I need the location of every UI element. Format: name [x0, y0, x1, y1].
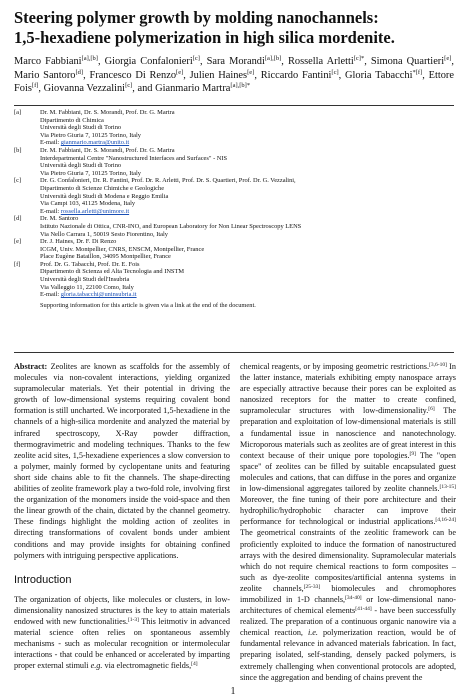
intro-text: The "open space" of zeolites can be filled by suitable encapsulated guest molecules and cations, that can diffuse in the pores and organize in low-dimensional aggregates tailored by zeolite channels. — [240, 450, 457, 494]
citation: [9] — [409, 450, 416, 457]
affiliation-tag: [b] — [14, 146, 22, 154]
author-name: Ettore Fois — [14, 69, 454, 95]
affiliation-email-line — [40, 208, 296, 216]
author-affiliation-mark: [c] — [192, 55, 200, 62]
intro-text: or low-dimensional nano-architectures of chemical elements — [240, 594, 456, 616]
affiliation-line: Via Nello Carrara 1, 50019 Sesto Fiorentino, Italy — [40, 230, 168, 238]
citation: [13-15] — [439, 484, 456, 491]
introduction-paragraph-left — [14, 594, 230, 672]
citation: [6] — [428, 406, 435, 413]
citation: [41-44] — [355, 606, 372, 613]
email-link[interactable]: gloria.tabacchi@uninsubria.it — [60, 291, 137, 299]
intro-text: chemical reagents, or by imposing geometric restrictions. — [240, 362, 430, 371]
author-separator: , — [281, 56, 288, 67]
author-separator: , — [451, 56, 454, 67]
affiliation-line: Prof. Dr. G. Tabacchi, Prof. Dr. E. Fois — [40, 260, 140, 268]
affiliation-line: Dipartimento di Chimica — [40, 116, 104, 124]
author-separator: , — [97, 56, 105, 67]
affiliation-tag: [a] — [14, 109, 22, 116]
author-affiliation-mark: [f] — [31, 82, 39, 90]
intro-text-2: This leitmotiv in advanced material science often relies on spontaneous assembly mechanisms - such as molecular recognition or intermolecular interactions - that could be enhanced or accelerated by imparting proper external stimuli — [14, 616, 230, 671]
abstract-paragraph — [14, 361, 230, 561]
intro-text: biomolecules and chromophores immobilized in 1-D channels, — [240, 583, 456, 604]
introduction-heading: Introduction — [14, 573, 72, 586]
citation: [4,16-24] — [435, 517, 456, 524]
citation: [1-3] — [127, 616, 139, 623]
author-separator: , — [183, 69, 190, 81]
intro-text: - have been successfully realized. The preparation of a continuous organic nanowire via a chemical reaction, — [240, 606, 457, 638]
affiliation-block — [14, 109, 454, 309]
affiliation-tag: [f] — [14, 260, 21, 268]
article-title — [14, 8, 454, 48]
affiliation-line: Università degli Studi dell'Insubria — [40, 276, 130, 284]
affiliation-entry — [14, 177, 454, 215]
author-name: Gianmario Martra — [155, 83, 231, 95]
email-label: E-mail: — [40, 291, 61, 299]
intro-text-3: via electromagnetic fields, — [102, 661, 192, 671]
author-name: Simona Quartieri — [370, 56, 445, 67]
affiliation-address — [40, 147, 227, 177]
affiliation-entry — [14, 238, 454, 261]
affiliation-address — [40, 177, 296, 215]
intro-text: Moreover, the fine tuning of their pore architecture and their hydrophilic/hydrophobic character can improve their performance for technological or industrial applications. — [240, 495, 456, 527]
author-affiliation-mark: [c] — [331, 68, 339, 76]
author-separator: , — [38, 83, 44, 95]
email-link[interactable]: gianmario.martra@unito.it — [60, 139, 130, 147]
page-number: 1 — [230, 686, 236, 697]
author-name: Giovanna Vezzalini — [43, 83, 126, 95]
affiliation-line: Dr. M. Fabbiani, Dr. S. Morandi, Prof. Dr. G. Martra — [40, 146, 175, 154]
affiliation-email-line — [40, 291, 184, 299]
affiliation-line: Dr. M. Santoro — [40, 215, 79, 223]
author-name: Julien Haines — [189, 69, 248, 81]
citation: [25-33] — [303, 583, 321, 590]
intro-text-1: The organization of objects, like molecules or clusters, in low-dimensionality nanosized structures is the key to attain materials endowed with new functionalities. — [14, 594, 230, 626]
affiliation-line: Dipartimento di Scienze Chimiche e Geologiche — [40, 184, 165, 192]
citation: [34-40] — [345, 594, 362, 601]
author-separator: , — [422, 69, 429, 81]
author-affiliation-mark: [e] — [176, 68, 184, 76]
affiliation-line: Università degli Studi di Torino — [40, 162, 122, 170]
author-name: Francesco Di Renzo — [89, 69, 177, 81]
intro-text: The preparation and exploitation of low-dimensional materials is still a fundamental issue in nanoscience and nanotechnology. Microporous materials such as zeolites are of great interest in this context because of their unique pore topologies. — [240, 406, 456, 460]
affiliation-bottom-rule — [14, 352, 454, 353]
author-separator: , — [364, 56, 371, 67]
affiliation-line: Place Eugène Bataillon, 34095 Montpellier, France — [40, 253, 171, 261]
author-name: Gloria Tabacchi — [345, 69, 413, 81]
affiliation-top-rule — [14, 105, 454, 106]
author-affiliation-mark: [a],[b] — [264, 55, 282, 62]
affiliation-line: Dr. M. Fabbiani, Dr. S. Morandi, Prof. Dr. G. Martra — [40, 109, 175, 116]
affiliation-entry — [14, 109, 454, 147]
affiliation-tag: [e] — [14, 238, 22, 246]
title-line-1: Steering polymer growth by molding nanochannels: — [14, 8, 379, 27]
email-link[interactable]: rossella.arletti@unimore.it — [60, 207, 130, 215]
affiliation-entry — [14, 215, 454, 238]
author-affiliation-mark: [c]* — [353, 55, 365, 62]
author-name: Giorgia Confalonieri — [104, 56, 193, 67]
author-affiliation-mark: [e] — [444, 55, 452, 62]
citation: [4] — [191, 661, 198, 668]
affiliation-address — [40, 238, 204, 261]
intro-eg: e.g. — [90, 661, 103, 671]
author-separator: , — [254, 69, 261, 81]
citation: [3,6-10] — [429, 362, 447, 368]
author-name: Sara Morandi — [206, 56, 265, 67]
affiliation-line: Università degli Studi di Torino — [40, 124, 122, 132]
affiliation-entry — [14, 147, 454, 177]
affiliation-tag: [c] — [14, 177, 22, 185]
author-name: Rossella Arletti — [287, 56, 354, 67]
affiliation-line: Dr. J. Haines, Dr. F. Di Renzo — [40, 238, 117, 246]
author-affiliation-mark: [a],[b] — [81, 55, 98, 62]
affiliation-line: Interdepartmental Centre "Nanostructured Interfaces and Surfaces" - NIS — [40, 154, 228, 162]
affiliation-email-line — [40, 139, 175, 147]
affiliation-list — [14, 109, 454, 299]
intro-text: polymerization reaction, would be of fundamental relevance in advanced materials fabrication. In fact, preparing isolated, self-standing, densely packed polymers, is extremely challenging when conventional protocols are adopted, since the aggregation and bending of chains prevent the — [240, 628, 456, 682]
author-affiliation-mark: *[f] — [412, 68, 423, 76]
affiliation-line: Dipartimento di Scienza ed Alta Tecnologia and INSTM — [40, 268, 185, 276]
affiliation-line: Dr. G. Confalonieri, Dr. R. Fantini, Prof. Dr. R. Arletti, Prof. Dr. S. Quartieri, Prof. Dr. G. Vezzalini, — [40, 177, 296, 185]
author-separator: , — [338, 69, 345, 81]
supporting-info-note: Supporting information for this article is given via a link at the end of the document. — [40, 301, 256, 309]
intro-text: The geometrical constraints of the zeolitic framework can be proficiently exploited to induce the formation of nanostructured arrays with the desired dimensionality. Supramolecular materials which do not require chemical reactions to form composites – such as dye-zeolite composites/artificial antenna systems in zeolite channels, — [240, 528, 456, 593]
author-separator: , and — [132, 83, 156, 95]
affiliation-line: Via Valleggio 11, 22100 Como, Italy — [40, 283, 134, 291]
affiliation-line: Università degli Studi di Modena e Reggio Emilia — [40, 192, 169, 200]
email-label: E-mail: — [40, 207, 61, 215]
title-line-2: 1,5-hexadiene polymerization in high silica mordenite. — [14, 28, 395, 47]
intro-italic: i.e. — [307, 628, 318, 638]
affiliation-line: Via Pietro Giuria 7, 10125 Torino, Italy — [40, 169, 141, 177]
author-list — [14, 55, 454, 96]
author-affiliation-mark: [e] — [247, 68, 255, 76]
author-affiliation-mark: [c] — [125, 82, 133, 90]
affiliation-address — [40, 261, 184, 299]
left-column — [14, 361, 230, 671]
abstract-label: Abstract: — [14, 362, 48, 371]
abstract-text: Zeolites are known as scaffolds for the assembly of molecules via non-covalent interactions, yielding organized supramolecular materials. Yet their potential in driving the growth of low-dimensional systems requiring covalent bond formation is still uncharted. We incorporated 1,5-hexadiene in the channels of a high-silica mordenite and analyzed the material by infrared spectroscopy, X-Ray powder diffraction, thermogravimetric and modeling techniques. Thanks to the few zeolite acid sites, 1,5-hexadiene experiences a slow conversion to a polymer, mainly formed by cyclopentane units and featuring short side chains able to fit the channels. The shape-directing abilities of zeolite framework play a two-fold role, involving first the organization of the monomers inside the void-space and then the linear growth of the chain, dictated by the channel geometry. These findings highlight the molding action of zeolites in directing transformations of covalent bonds under ambient conditions and may provide insights for obtaining confined polymers with intriguing perspective applications. — [14, 362, 230, 560]
author-affiliation-mark: [a],[b]* — [230, 82, 251, 90]
introduction-paragraph-right — [240, 361, 456, 683]
affiliation-entry — [14, 261, 454, 299]
affiliation-line: Via Campi 103, 41125 Modena, Italy — [40, 200, 136, 208]
email-label: E-mail: — [40, 139, 61, 147]
author-name: Marco Fabbiani — [14, 56, 82, 67]
affiliation-tag: [d] — [14, 215, 22, 223]
affiliation-address — [40, 109, 175, 147]
author-separator: , — [199, 56, 207, 67]
affiliation-address — [40, 215, 301, 238]
intro-text: In the latter instance, materials exhibiting empty nanospace arrays are especially attractive because their pores can be exploited as nanosized receptors for the matter to create confined, supramolecular structures with low-dimensionality. — [240, 362, 456, 416]
right-column — [240, 361, 456, 683]
affiliation-line: Istituto Nazionale di Ottica, CNR-INO, and European Laboratory for Non Linear Spectroscopy LENS — [40, 222, 302, 230]
author-name: Riccardo Fantini — [260, 69, 332, 81]
author-name: Mario Santoro — [14, 69, 76, 81]
author-affiliation-mark: [d] — [75, 68, 84, 76]
affiliation-line: ICGM, Univ. Montpellier, CNRS, ENSCM, Montpellier, France — [40, 245, 205, 253]
author-separator: , — [83, 69, 90, 81]
affiliation-line: Via Pietro Giuria 7, 10125 Torino, Italy — [40, 131, 141, 139]
